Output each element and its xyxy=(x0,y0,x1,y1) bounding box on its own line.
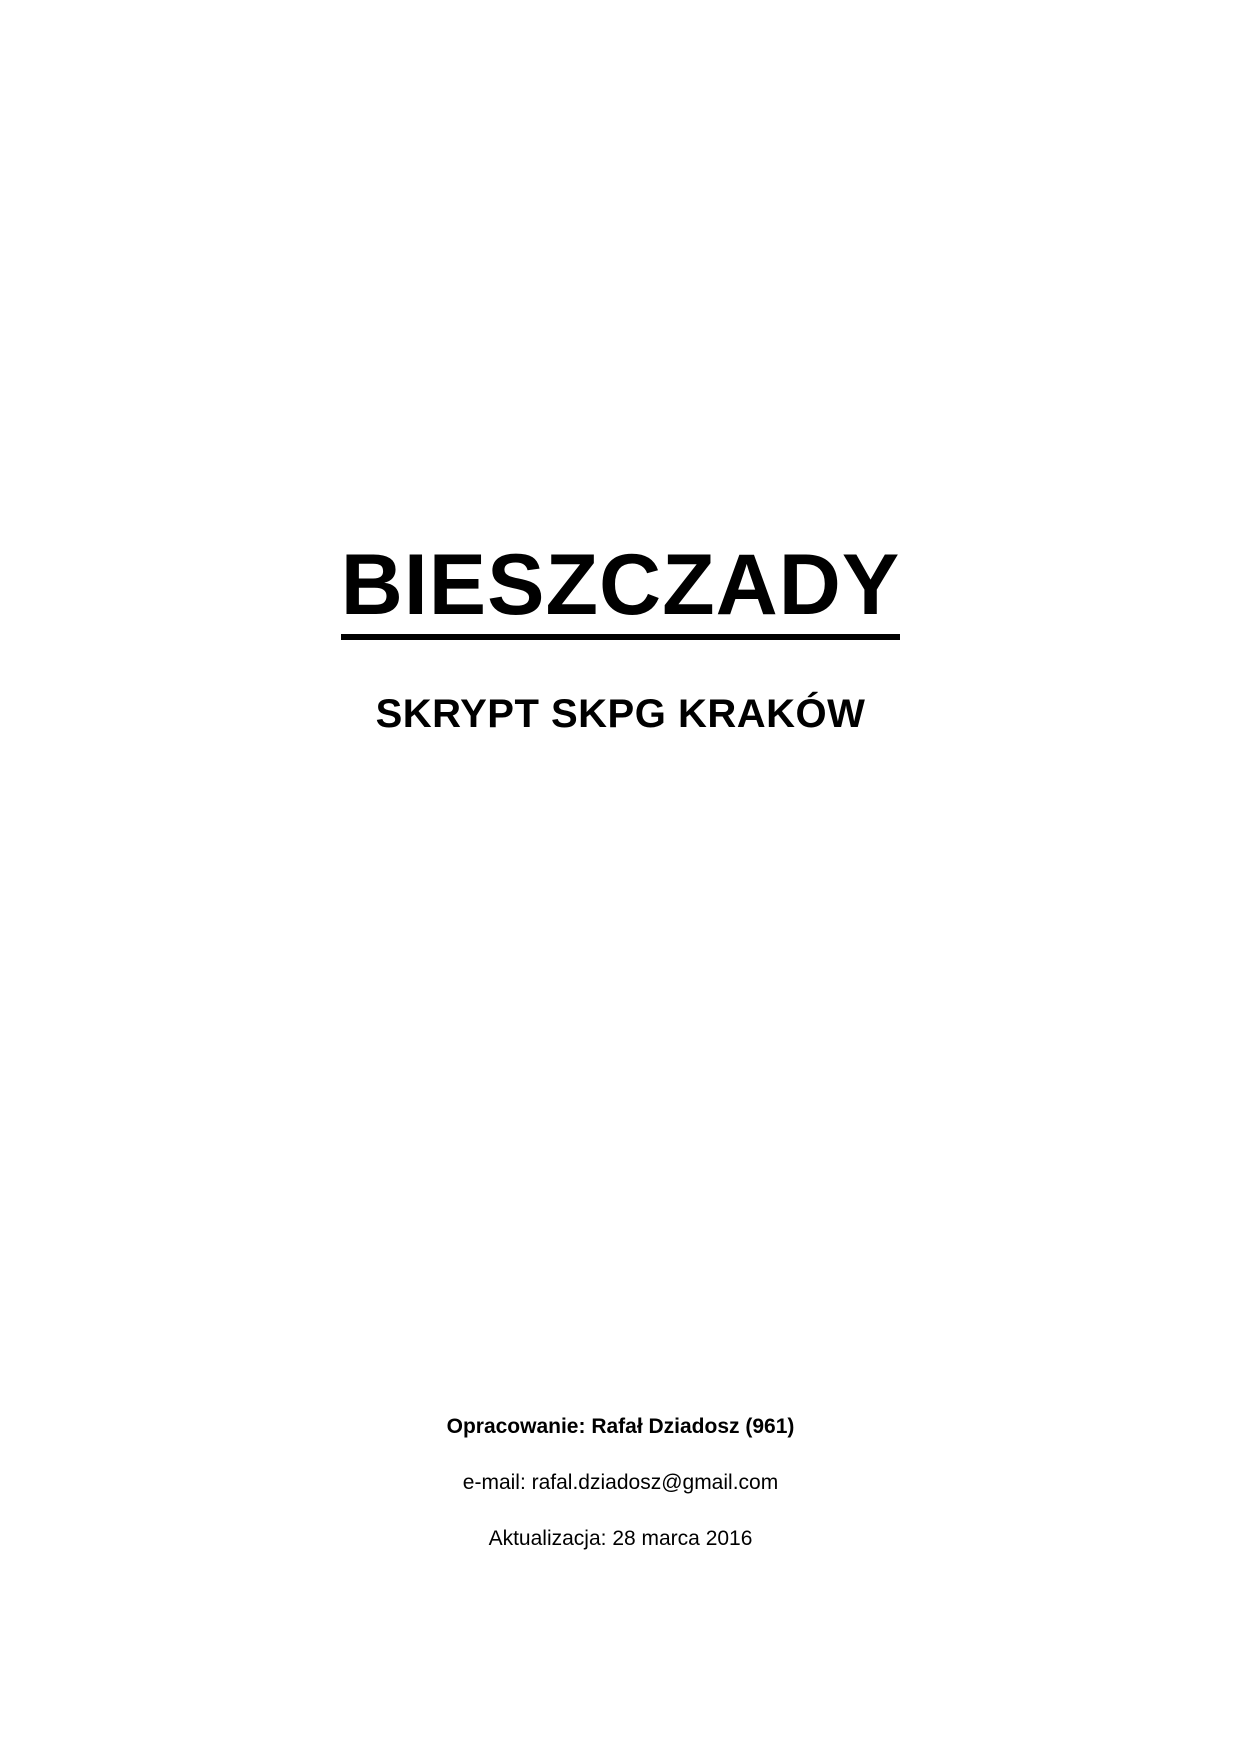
update-date: Aktualizacja: 28 marca 2016 xyxy=(488,1527,753,1550)
author-credit: Opracowanie: Rafał Dziadosz (961) xyxy=(446,1415,795,1438)
title-block xyxy=(0,537,1241,737)
page-title: BIESZCZADY xyxy=(341,540,900,640)
contact-email: e-mail: rafal.dziadosz@gmail.com xyxy=(462,1471,779,1494)
page-subtitle: SKRYPT SKPG KRAKÓW xyxy=(375,692,866,737)
footer-block xyxy=(0,1415,1241,1551)
